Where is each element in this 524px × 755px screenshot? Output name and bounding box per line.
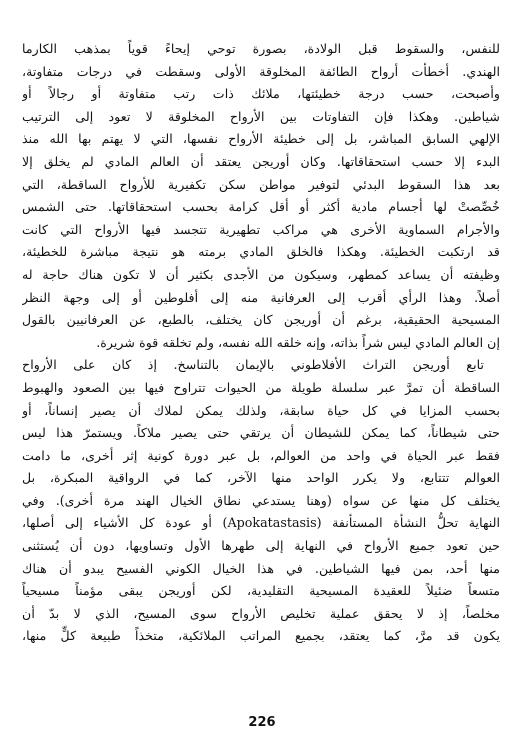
text-line: فقط عبر الحياة في واحد من العوالم، بل عبر دورة كونية إثر أخرى، ما دامت	[22, 447, 500, 463]
text-line: أصلاً. وهذا الرأي أقرب إلى العرفانية منه إلى أفلوطين أو إلى وجهة النظر	[22, 289, 500, 305]
text-line: البدء إلا حسب استحقاقاتها. وكان أوريجن يعتقد أن العالم المادي لم يخلق إلا	[22, 153, 500, 169]
text-line: للنفس، والسقوط قبل الولادة، بصورة توحي إيحاءً قوياً بمذهب الكارما	[22, 41, 500, 56]
text-line: قد ارتكبت الخطيئة. وهكذا فالخلق المادي برمته هو نتيجة مباشرة للخطيئة،	[22, 244, 500, 260]
text-line: المسيحية الحقيقية، برغم أن أوريجن كان يختلف، بالطبع، عن العرفانيين بالقول	[22, 312, 500, 328]
text-line: وظيفته أن يساعد كمطهر، وسيكون من الأجدى بكثير أن لا تكون هناك حاجة له	[22, 266, 500, 282]
text-line: شياطين. وهكذا فإن التفاوتات بين الأرواح المخلوقة لا تعود إلى الترتيب	[22, 108, 500, 124]
text-line: الإلهي السابق المباشر، بل إلى خطيئة الأرواح نفسها، التي لا يهتم بها الله منذ	[22, 131, 500, 147]
text-line: منها أحد، بمن فيها الشياطين. في هذا الخيال الكوني الفسيح يبدو أن هناك	[22, 560, 500, 576]
text-line: خُصِّصتْ لها أجسام مادية أكثر أو أقل كرامة بحسب استحقاقاتها. حتى الشمس	[22, 199, 500, 215]
text-line: متسعاً ضئيلاً للعقيدة المسيحية التقليدية، لكن أوريجن يبقى مؤمناً مسيحياً	[22, 583, 500, 599]
text-line: مخلصاً، إذ لا يحقق عملية تخليص الأرواح سوى المسيح، الذي لا بدّ أن	[22, 605, 500, 621]
text-line: وأصبحت، حسب درجة خطيئتها، ملائك ذات رتب متفاوتة أو رجالاً أو	[22, 86, 500, 102]
text-line: يختلف كل منها عن سواه (وهنا يستدعي نطاق الخيال الهند مرة أخرى). وفي	[22, 492, 500, 508]
text-line: العوالم تتتابع، ولا يكرر الواحد منها الآخر، كما في الرواقية المبكرة، بل	[22, 470, 500, 486]
text-line: بعد هذا السقوط البدئي لتوفير مواطن سكن تكفيرية للأرواح الساقطة، التي	[22, 176, 500, 192]
page-body	[22, 38, 500, 648]
text-line: تابع أوريجن التراث الأفلاطوني بالإيمان بالتناسخ. إذ كان على الأرواح	[22, 357, 484, 373]
page-number: 226	[248, 715, 276, 730]
text-line: الهندي. أخطأت أرواح الطائفة المخلوقة الأولى وسقطت في درجات متفاوتة،	[22, 63, 500, 79]
text-line: بحسب المزايا في كل حياة سابقة، ولذلك يمكن لملاك أن يصير إنساناً، أو	[22, 402, 500, 418]
text-line: حين تعود جميع الأرواح في النهاية إلى طهرها الأول وتساويها، دون أن يُستثنى	[22, 538, 500, 554]
text-line: حتى شيطاناً، كما يمكن للشيطان أن يرتقي حتى يصير ملاكاً. ويستمرّ هذا ليس	[22, 425, 500, 441]
text-line: إن العالم المادي ليس شراً بذاته، وإنه خلقه الله نفسه، ولم تخلقه قوة شريرة.	[96, 334, 500, 350]
text-line: الساقطة أن تمرَّ عبر سلسلة طويلة من الحيوات تتراوح فيها بين الصعود والهبوط	[22, 379, 500, 395]
text-line: يكون قد مرَّ، كما يعتقد، بجميع المراتب الملائكية، متخذاً طبيعة كلٍّ منها،	[22, 628, 500, 644]
paragraph-1	[22, 38, 500, 354]
paragraph-2	[22, 354, 500, 648]
text-line: النهاية تحلُّ النشأة المستأنفة (Apokatastasis) أو عودة كل الأشياء إلى أصلها،	[22, 515, 500, 531]
text-line: والأجرام السماوية الأخرى هي مراكب تطهيرية تتجسد فيها الأرواح التي كانت	[22, 221, 500, 237]
